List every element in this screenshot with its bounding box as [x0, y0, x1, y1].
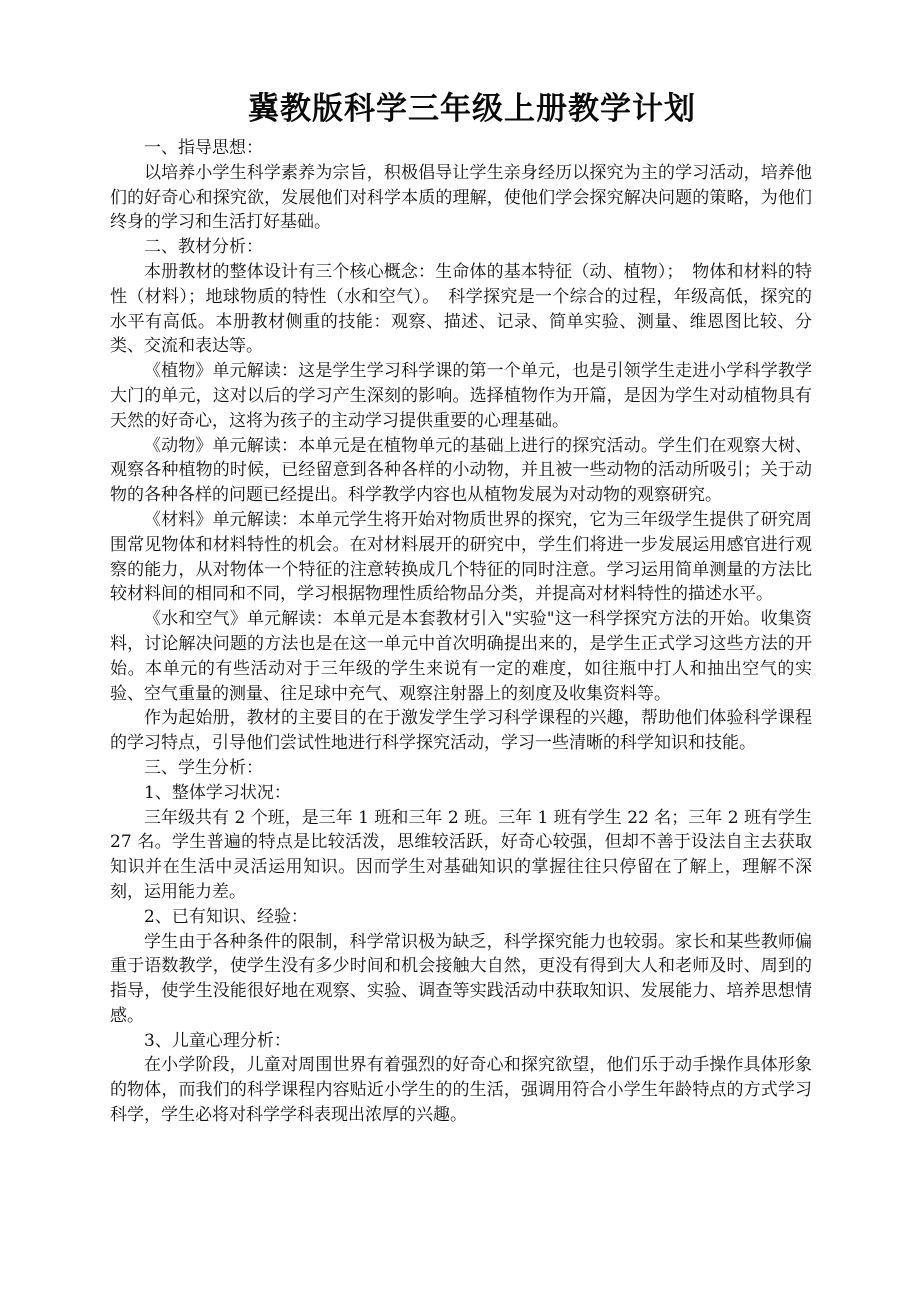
paragraph-child-psychology: 在小学阶段，儿童对周围世界有着强烈的好奇心和探究欲望，他们乐于动手操作具体形象的物体，而我们的科学课程内容贴近小学生的的生活，强调用符合小学生年龄特点的方式学习科学，学生必将对科学学科表现出浓厚的兴趣。 [110, 1055, 812, 1126]
document-page [110, 88, 812, 1128]
section-heading-student-analysis: 三、学生分析： [144, 757, 263, 778]
subheading-child-psychology: 3、儿童心理分析： [144, 1030, 291, 1051]
paragraph-core-concepts: 本册教材的整体设计有三个核心概念：生命体的基本特征（动、植物）； 物体和材料的特性（材料）；地球物质的特性（水和空气）。 科学探究是一个综合的过程，年级高低，探究的水平有高低。本册教材侧重的技能：观察、描述、记录、简单实验、测量、维恩图比较、分类、交流和表达等。 [110, 261, 812, 357]
document-title: 冀教版科学三年级上册教学计划 [248, 91, 696, 127]
subheading-prior-knowledge: 2、已有知识、经验： [144, 906, 308, 927]
paragraph-guiding-thought: 以培养小学生科学素养为宗旨，积极倡导让学生亲身经历以探究为主的学习活动，培养他们的好奇心和探究欲，发展他们对科学本质的理解，使他们学会探究解决问题的策略，为他们终身的学习和生活打好基础。 [110, 162, 812, 233]
section-heading-textbook-analysis: 二、教材分析： [144, 237, 263, 258]
document-body [110, 136, 812, 1128]
subheading-overall-status: 1、整体学习状况： [144, 782, 291, 803]
paragraph-plants-unit: 《植物》单元解读：这是学生学习科学课的第一个单元，也是引领学生走进小学科学教学大门的单元，这对以后的学习产生深刻的影响。选择植物作为开篇，是因为学生对动植物具有天然的好奇心，这将为孩子的主动学习提供重要的心理基础。 [110, 361, 812, 431]
paragraph-animals-unit: 《动物》单元解读：本单元是在植物单元的基础上进行的探究活动。学生们在观察大树、观察各种植物的时候，已经留意到各种各样的小动物，并且被一些动物的活动所吸引；关于动物的各种各样的问题已经提出。科学教学内容也从植物发展为对动物的观察研究。 [110, 435, 812, 506]
paragraph-overall-status: 三年级共有 2 个班，是三年 1 班和三年 2 班。三年 1 班有学生 22 名；三年 2 班有学生 27 名。学生普遍的特点是比较活泼，思维较活跃，好奇心较强，但却不善于设法自主去获取知识并在生活中灵活运用知识。因而学生对基础知识的掌握往往只停留在了解上，理解不深刻，运用能力差。 [110, 807, 812, 902]
paragraph-materials-unit: 《材料》单元解读：本单元学生将开始对物质世界的探究，它为三年级学生提供了研究周围常见物体和材料特性的机会。在对材料展开的研究中，学生们将进一步发展运用感官进行观察的能力，从对物体一个特征的注意转换成几个特征的同时注意。学习运用简单测量的方法比较材料间的相同和不同，学习根据物理性质给物品分类，并提高对材料特性的描述水平。 [110, 509, 812, 605]
paragraph-starter-volume: 作为起始册，教材的主要目的在于激发学生学习科学课程的兴趣，帮助他们体验科学课程的学习特点，引导他们尝试性地进行科学探究活动，学习一些清晰的科学知识和技能。 [110, 708, 812, 754]
section-heading-guiding-thought: 一、指导思想： [144, 138, 263, 158]
paragraph-prior-knowledge: 学生由于各种条件的限制，科学常识极为缺乏，科学探究能力也较弱。家长和某些教师偏重于语数教学，使学生没有多少时间和机会接触大自然，更没有得到大人和老师及时、周到的指导，使学生没能很好地在观察、实验、调查等实践活动中获取知识、发展能力、培养思想情感。 [110, 931, 812, 1026]
paragraph-water-air-unit: 《水和空气》单元解读：本单元是本套教材引入"实验"这一科学探究方法的开始。收集资料，讨论解决问题的方法也是在这一单元中首次明确提出来的，是学生正式学习这些方法的开始。本单元的有些活动对于三年级的学生来说有一定的难度，如往瓶中打人和抽出空气的实验、空气重量的测量、往足球中充气、观察注射器上的刻度及收集资料等。 [110, 609, 812, 704]
